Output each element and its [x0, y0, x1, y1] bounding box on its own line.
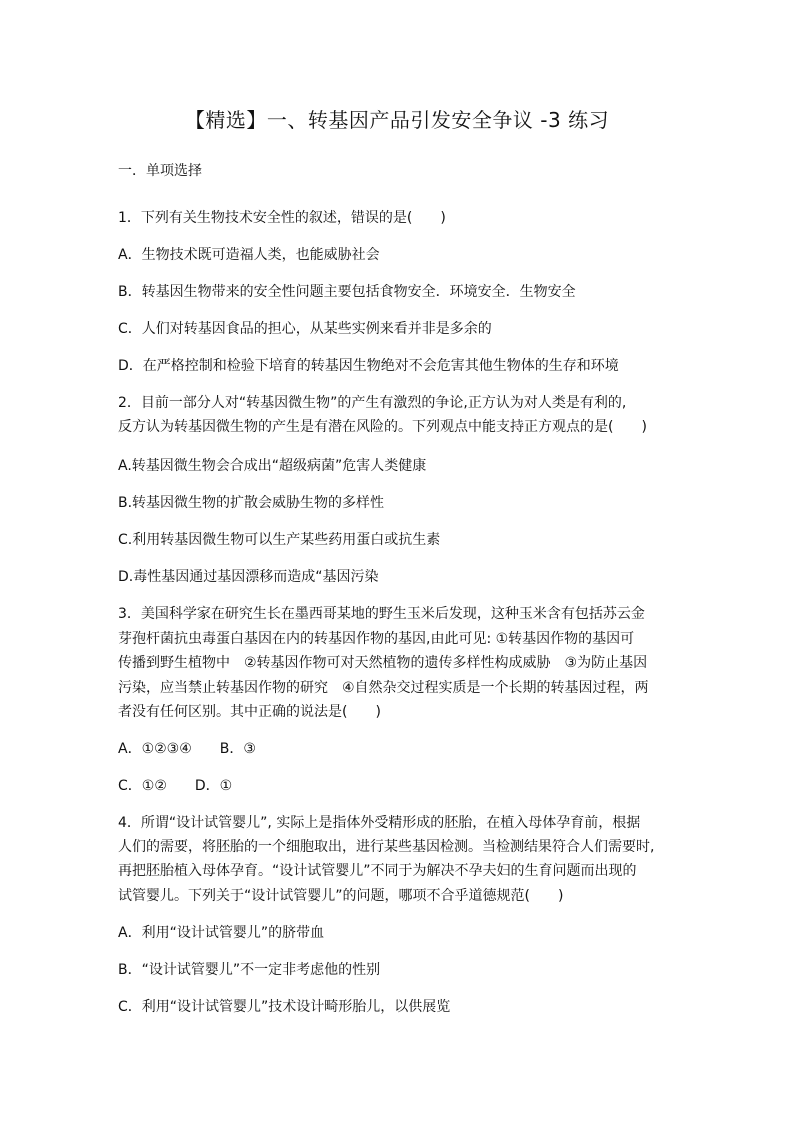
- question-4-option-c: C．利用“设计试管婴儿”技术设计畸形胎儿，以供展览: [118, 999, 451, 1015]
- question-4-option-a: A．利用“设计试管婴儿”的脐带血: [118, 925, 325, 941]
- question-1-option-d: D．在严格控制和检验下培育的转基因生物绝对不会危害其他生物体的生存和环境: [118, 358, 619, 374]
- question-3-stem-line-2: 芽孢杆菌抗虫毒蛋白基因在内的转基因作物的基因,由此可见: ①转基因作物的基因可: [118, 631, 635, 647]
- question-2-option-a: A.转基因微生物会合成出“超级病菌”危害人类健康: [118, 458, 427, 474]
- question-3-stem-line-1: 3．美国科学家在研究生长在墨西哥某地的野生玉米后发现，这种玉米含有包括苏云金: [118, 606, 645, 622]
- question-1-option-b: B．转基因生物带来的安全性问题主要包括食物安全．环境安全．生物安全: [118, 284, 576, 300]
- question-1-option-c: C．人们对转基因食品的担心，从某些实例来看并非是多余的: [118, 321, 492, 337]
- question-4-stem-line-3: 再把胚胎植入母体孕育。“设计试管婴儿”不同于为解决不孕夫妇的生育问题而出现的: [118, 863, 637, 879]
- question-3-stem-line-4: 污染，应当禁止转基因作物的研究 ④自然杂交过程实质是一个长期的转基因过程，两: [118, 680, 649, 696]
- question-4-option-b: B．“设计试管婴儿”不一定非考虑他的性别: [118, 962, 381, 978]
- question-1-option-a: A．生物技术既可造福人类，也能威胁社会: [118, 247, 380, 263]
- question-2-option-d: D.毒性基因通过基因漂移而造成“基因污染: [118, 569, 379, 585]
- question-2-option-b: B.转基因微生物的扩散会威胁生物的多样性: [118, 495, 385, 511]
- question-2-stem-line-2: 反方认为转基因微生物的产生是有潜在风险的。下列观点中能支持正方观点的是( ): [118, 419, 647, 435]
- question-3-options-cd: C．①② D．①: [118, 778, 233, 794]
- question-3-stem-line-5: 者没有任何区别。其中正确的说法是( ): [118, 704, 381, 720]
- section-heading: 一．单项选择: [118, 163, 202, 179]
- question-4-stem-line-1: 4．所谓“设计试管婴儿”, 实际上是指体外受精形成的胚胎，在植入母体孕育前，根据: [118, 815, 641, 831]
- question-3-stem-line-3: 传播到野生植物中 ②转基因作物可对天然植物的遗传多样性构成威胁 ③为防止基因: [118, 655, 648, 671]
- document-title: 【精选】一、转基因产品引发安全争议 -3 练习: [184, 108, 610, 132]
- question-4-stem-line-4: 试管婴儿。下列关于“设计试管婴儿”的问题，哪项不合乎道德规范( ): [118, 888, 564, 904]
- question-1-stem: 1．下列有关生物技术安全性的叙述，错误的是( ): [118, 210, 446, 226]
- question-2-stem-line-1: 2．目前一部分人对“转基因微生物”的产生有激烈的争论,正方认为对人类是有利的,: [118, 395, 627, 411]
- question-2-option-c: C.利用转基因微生物可以生产某些药用蛋白或抗生素: [118, 532, 441, 548]
- question-4-stem-line-2: 人们的需要，将胚胎的一个细胞取出，进行某些基因检测。当检测结果符合人们需要时,: [118, 839, 655, 855]
- question-3-options-ab: A．①②③④ B．③: [118, 741, 256, 757]
